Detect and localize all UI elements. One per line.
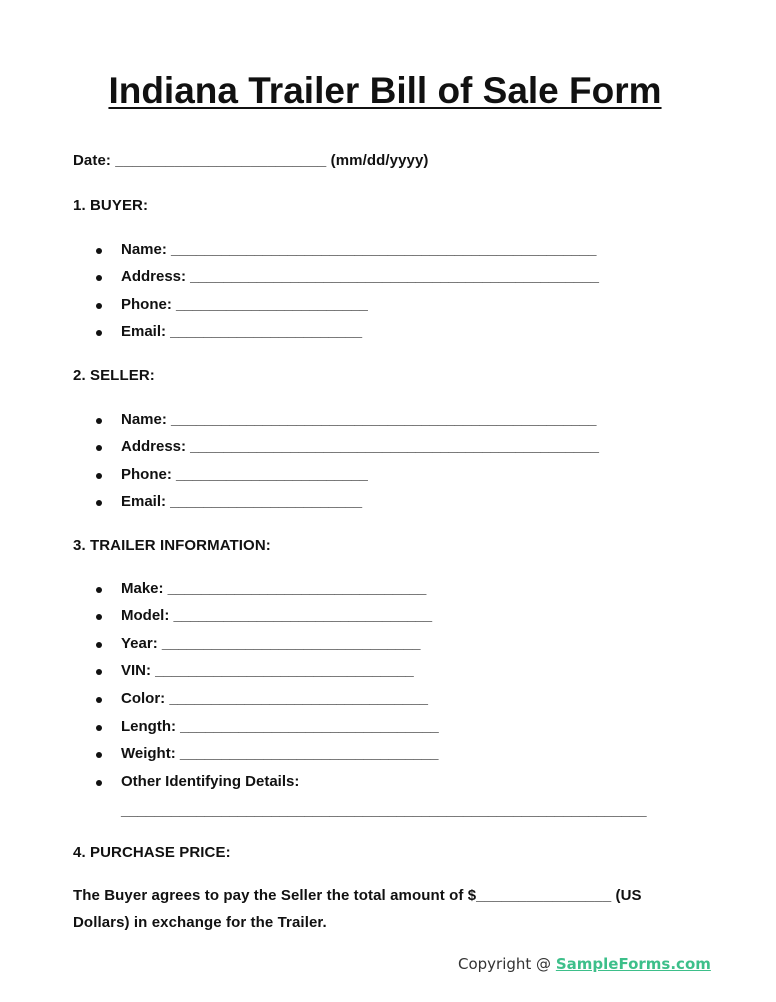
bullet-icon [96,780,102,786]
trailer-make-field[interactable]: Make: _______________________________ [121,580,427,597]
bullet-icon [96,275,102,281]
trailer-other-details-label: Other Identifying Details: [121,773,300,790]
trailer-model-field[interactable]: Model: _______________________________ [121,607,433,624]
bullet-icon [96,697,102,703]
copyright-prefix: Copyright @ [458,955,556,973]
bullet-icon [96,614,102,620]
bullet-icon [96,752,102,758]
buyer-phone-field[interactable]: Phone: _______________________ [121,296,368,313]
bullet-icon [96,500,102,506]
trailer-vin-field[interactable]: VIN: _______________________________ [121,662,414,679]
trailer-length-field[interactable]: Length: _______________________________ [121,718,439,735]
bullet-icon [96,669,102,675]
bullet-icon [96,725,102,731]
bullet-icon [96,303,102,309]
bullet-icon [96,330,102,336]
purchase-heading: 4. PURCHASE PRICE: [73,844,231,861]
bullet-icon [96,473,102,479]
trailer-other-details-field[interactable]: _______________________________________________________________ [121,802,647,819]
trailer-weight-field[interactable]: Weight: _______________________________ [121,745,439,762]
date-field[interactable]: Date: _________________________ (mm/dd/yyyy) [73,152,429,169]
bullet-icon [96,248,102,254]
brand-link[interactable]: SampleForms.com [555,955,711,973]
trailer-color-field[interactable]: Color: _______________________________ [121,690,428,707]
bullet-icon [96,418,102,424]
buyer-address-field[interactable]: Address: _________________________________________________ [121,268,599,285]
seller-name-field[interactable]: Name: ___________________________________________________ [121,411,597,428]
trailer-year-field[interactable]: Year: _______________________________ [121,635,421,652]
buyer-heading: 1. BUYER: [73,197,149,214]
buyer-email-field[interactable]: Email: _______________________ [121,323,363,340]
seller-email-field[interactable]: Email: _______________________ [121,493,363,510]
seller-address-field[interactable]: Address: _________________________________________________ [121,438,599,455]
trailer-heading: 3. TRAILER INFORMATION: [73,537,271,554]
page-title: Indiana Trailer Bill of Sale Form [108,70,662,111]
bullet-icon [96,642,102,648]
bullet-icon [96,445,102,451]
purchase-price-text[interactable]: The Buyer agrees to pay the Seller the total amount of $________________ (US Dollars) in exchange for the Trailer. [73,887,642,931]
seller-phone-field[interactable]: Phone: _______________________ [121,466,368,483]
bullet-icon [96,587,102,593]
buyer-name-field[interactable]: Name: ___________________________________________________ [121,241,597,258]
copyright-footer [458,955,711,973]
seller-heading: 2. SELLER: [73,367,155,384]
